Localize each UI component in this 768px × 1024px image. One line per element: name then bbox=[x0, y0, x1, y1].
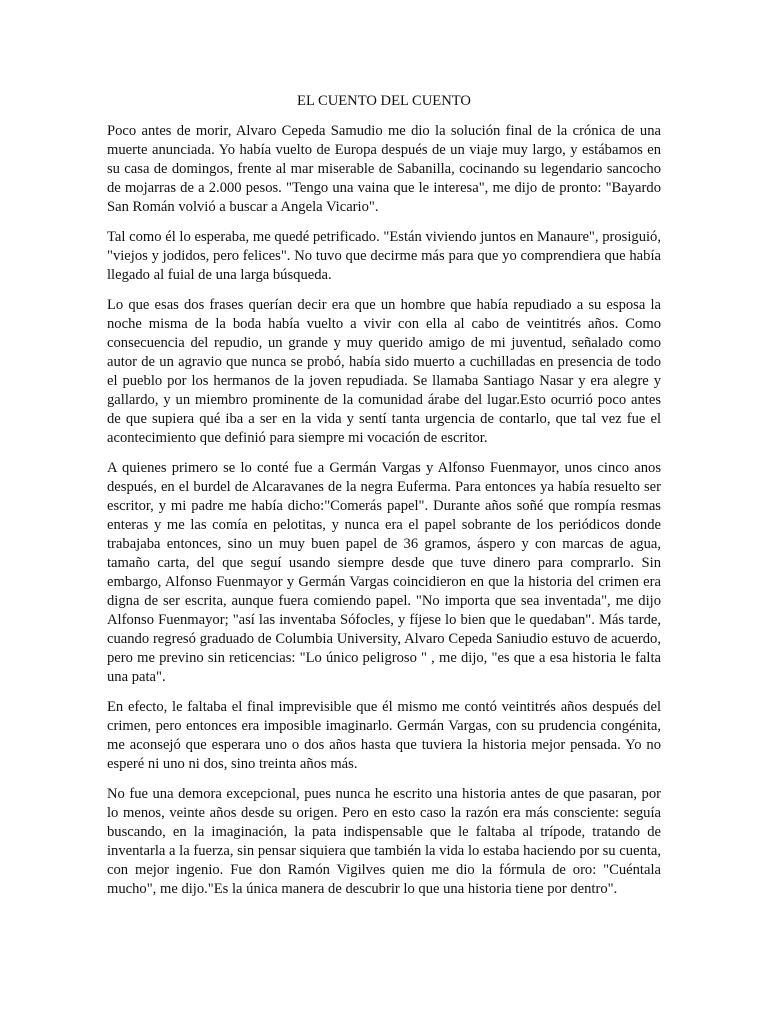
paragraph-1: Poco antes de morir, Alvaro Cepeda Samudio me dio la solución final de la crónica de una muerte anunciada. Yo había vuelto de Europa después de un viaje muy largo, y estábamos en su casa de domingos, frente al mar miserable de Sabanilla, cocinando su legendario sancocho de mojarras de a 2.000 pesos. "Tengo una vaina que le interesa", me dijo de pronto: "Bayardo San Román volvió a buscar a Angela Vicario". bbox=[107, 123, 661, 215]
paragraph-4: A quienes primero se lo conté fue a Germán Vargas y Alfonso Fuenmayor, unos cinco anos después, en el burdel de Alcaravanes de la negra Euferma. Para entonces ya había resuelto ser escritor, y mi padre me había dicho:"Comerás papel". Durante años soñé que rompía resmas enteras y me las comía en pelotitas, y nunca era el papel sobrante de los periódicos donde trabajaba entonces, sino un muy buen papel de 36 gramos, áspero y con marcas de agua, tamaño carta, del que seguí usando siempre desde que tuve dinero para comprarlo. Sin embargo, Alfonso Fuenmayor y Germán Vargas coincidieron en que la historia del crimen era digna de ser escrita, aunque fuera comiendo papel. "No importa que sea inventada", me dijo Alfonso Fuenmayor; "así las inventaba Sófocles, y fíjese lo bien que le quedaban". Más tarde, cuando regresó graduado de Columbia University, Alvaro Cepeda Saniudio estuvo de acuerdo, pero me previno sin reticencias: "Lo único peligroso " , me dijo, "es que a esa historia le falta una pata". bbox=[107, 460, 661, 685]
document-title: EL CUENTO DEL CUENTO bbox=[297, 93, 471, 109]
paragraph-5: En efecto, le faltaba el final imprevisible que él mismo me contó veintitrés años después del crimen, pero entonces era imposible imaginarlo. Germán Vargas, con su prudencia congénita, me aconsejó que esperara uno o dos años hasta que tuviera la historia mejor pensada. Yo no esperé ni uno ni dos, sino treinta años más. bbox=[107, 699, 661, 772]
paragraph-2: Tal como él lo esperaba, me quedé petrificado. "Están viviendo juntos en Manaure", prosiguió, "viejos y jodidos, pero felices". No tuvo que decirme más para que yo comprendiera que había llegado al fuial de una larga búsqueda. bbox=[107, 229, 661, 283]
paragraph-6: No fue una demora excepcional, pues nunca he escrito una historia antes de que pasaran, por lo menos, veinte años desde su origen. Pero en esto caso la razón era más consciente: seguía buscando, en la imaginación, la pata indispensable que le faltaba al trípode, tratando de inventarla a la fuerza, sin pensar siquiera que también la vida lo estaba haciendo por su cuenta, con mejor ingenio. Fue don Ramón Vigilves quien me dio la fórmula de oro: "Cuéntala mucho", me dijo."Es la única manera de descubrir lo que una historia tiene por dentro". bbox=[107, 786, 661, 897]
document-page bbox=[107, 92, 661, 910]
paragraph-3: Lo que esas dos frases querían decir era que un hombre que había repudiado a su esposa la noche misma de la boda había vuelto a vivir con ella al cabo de veintitrés años. Como consecuencia del repudio, un grande y muy querido amigo de mi juventud, señalado como autor de un agravio que nunca se probó, había sido muerto a cuchilladas en presencia de todo el pueblo por los hermanos de la joven repudiada. Se llamaba Santiago Nasar y era alegre y gallardo, y un miembro prominente de la comunidad árabe del lugar.Esto ocurrió poco antes de que supiera qué iba a ser en la vida y sentí tanta urgencia de contarlo, que tal vez fue el acontecimiento que definió para siempre mi vocación de escritor. bbox=[107, 297, 661, 446]
